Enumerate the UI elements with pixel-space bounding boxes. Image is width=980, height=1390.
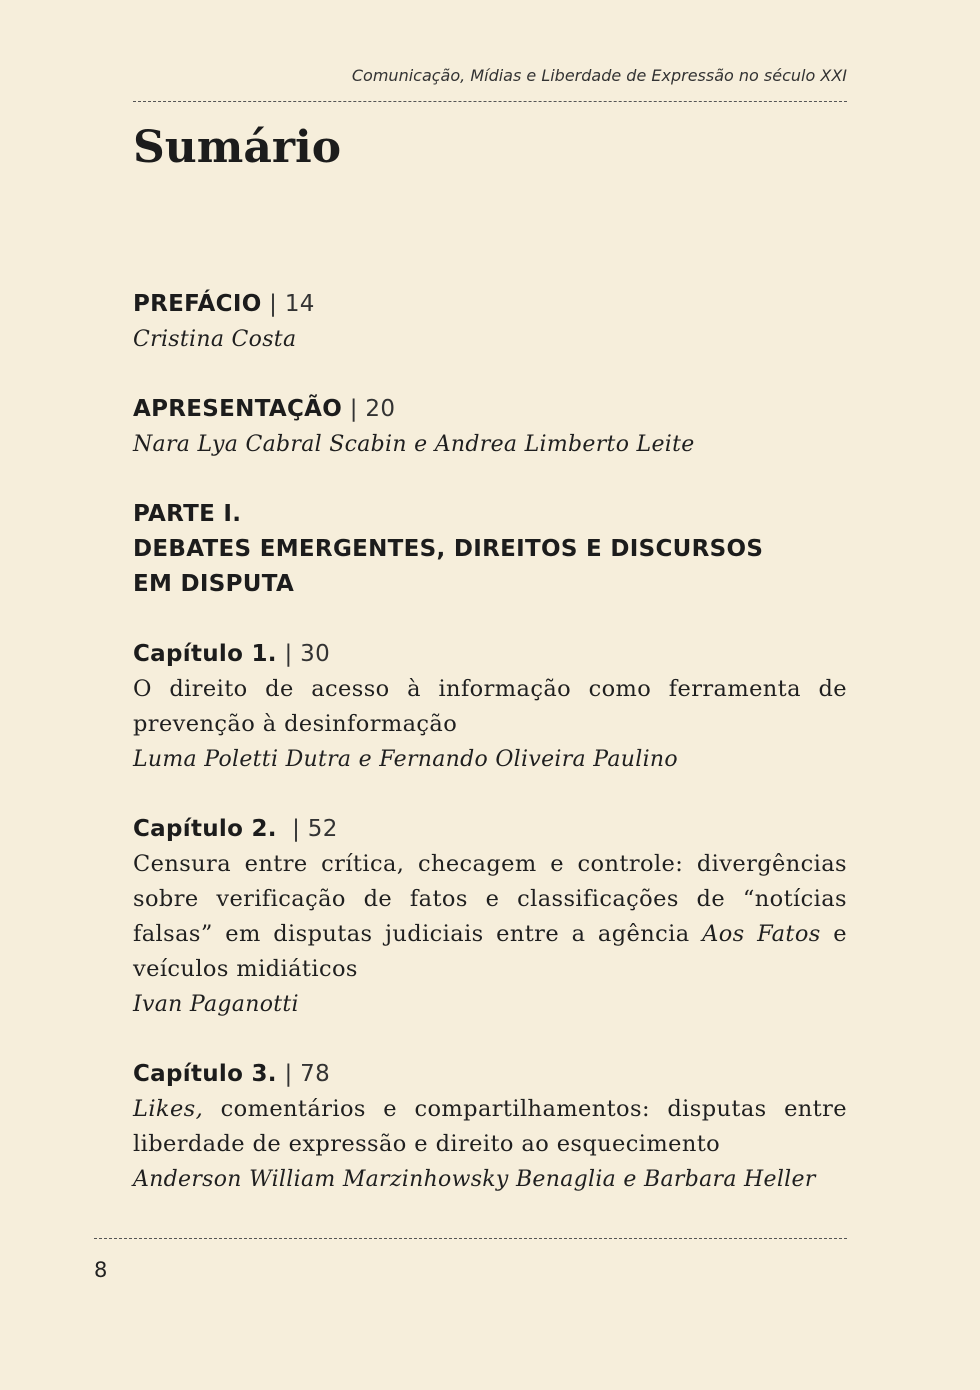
toc-entry-chapter-2[interactable] <box>133 812 847 1022</box>
chapter-page: | 30 <box>284 641 331 667</box>
chapter-title-text: Censura entre crítica, checagem e controle: divergências sobre verificação de fatos e classificações de “notícias falsas” em disputas judiciais entre a agência <box>133 851 847 947</box>
entry-page: | 14 <box>269 291 315 317</box>
chapter-author: Anderson William Marzinhowsky Benaglia e Barbara Heller <box>133 1167 816 1192</box>
part-title-line2: EM DISPUTA <box>133 571 295 597</box>
chapter-title-italic: Aos Fatos <box>702 921 821 947</box>
chapter-title-text: comentários e compartilhamentos: disputas entre liberdade de expressão e direito ao esquecimento <box>133 1096 847 1157</box>
toc-part-heading <box>133 497 847 602</box>
page-title: Sumário <box>133 122 342 173</box>
entry-author: Nara Lya Cabral Scabin e Andrea Limberto Leite <box>133 432 695 457</box>
chapter-author: Luma Poletti Dutra e Fernando Oliveira Paulino <box>133 747 678 772</box>
chapter-title-italic: Likes, <box>133 1096 204 1122</box>
chapter-title <box>133 847 847 987</box>
chapter-author: Ivan Paganotti <box>133 992 299 1017</box>
part-label: PARTE I. <box>133 501 242 527</box>
chapter-label: Capítulo 1. <box>133 641 277 667</box>
chapter-label: Capítulo 2. <box>133 816 277 842</box>
running-header: Comunicação, Mídias e Liberdade de Expressão no século XXI <box>351 66 847 85</box>
page-number: 8 <box>94 1258 108 1282</box>
entry-label: APRESENTAÇÃO <box>133 396 343 422</box>
toc-entry-prefacio[interactable] <box>133 287 847 357</box>
toc-entry-apresentacao[interactable] <box>133 392 847 462</box>
entry-page: | 20 <box>349 396 396 422</box>
table-of-contents <box>133 287 847 1232</box>
part-title-line1: DEBATES EMERGENTES, DIREITOS E DISCURSOS <box>133 536 764 562</box>
chapter-page: | 52 <box>284 816 338 842</box>
chapter-title: O direito de acesso à informação como ferramenta de prevenção à desinformação <box>133 676 847 737</box>
chapter-title-text-end: e veículos midiáticos <box>133 921 847 982</box>
header-divider <box>133 101 847 102</box>
footer-divider <box>94 1238 847 1239</box>
entry-author: Cristina Costa <box>133 327 297 352</box>
chapter-page: | 78 <box>284 1061 331 1087</box>
chapter-title <box>133 1092 847 1162</box>
toc-entry-chapter-1[interactable] <box>133 637 847 777</box>
entry-label: PREFÁCIO <box>133 291 262 317</box>
toc-entry-chapter-3[interactable] <box>133 1057 847 1197</box>
chapter-label: Capítulo 3. <box>133 1061 277 1087</box>
